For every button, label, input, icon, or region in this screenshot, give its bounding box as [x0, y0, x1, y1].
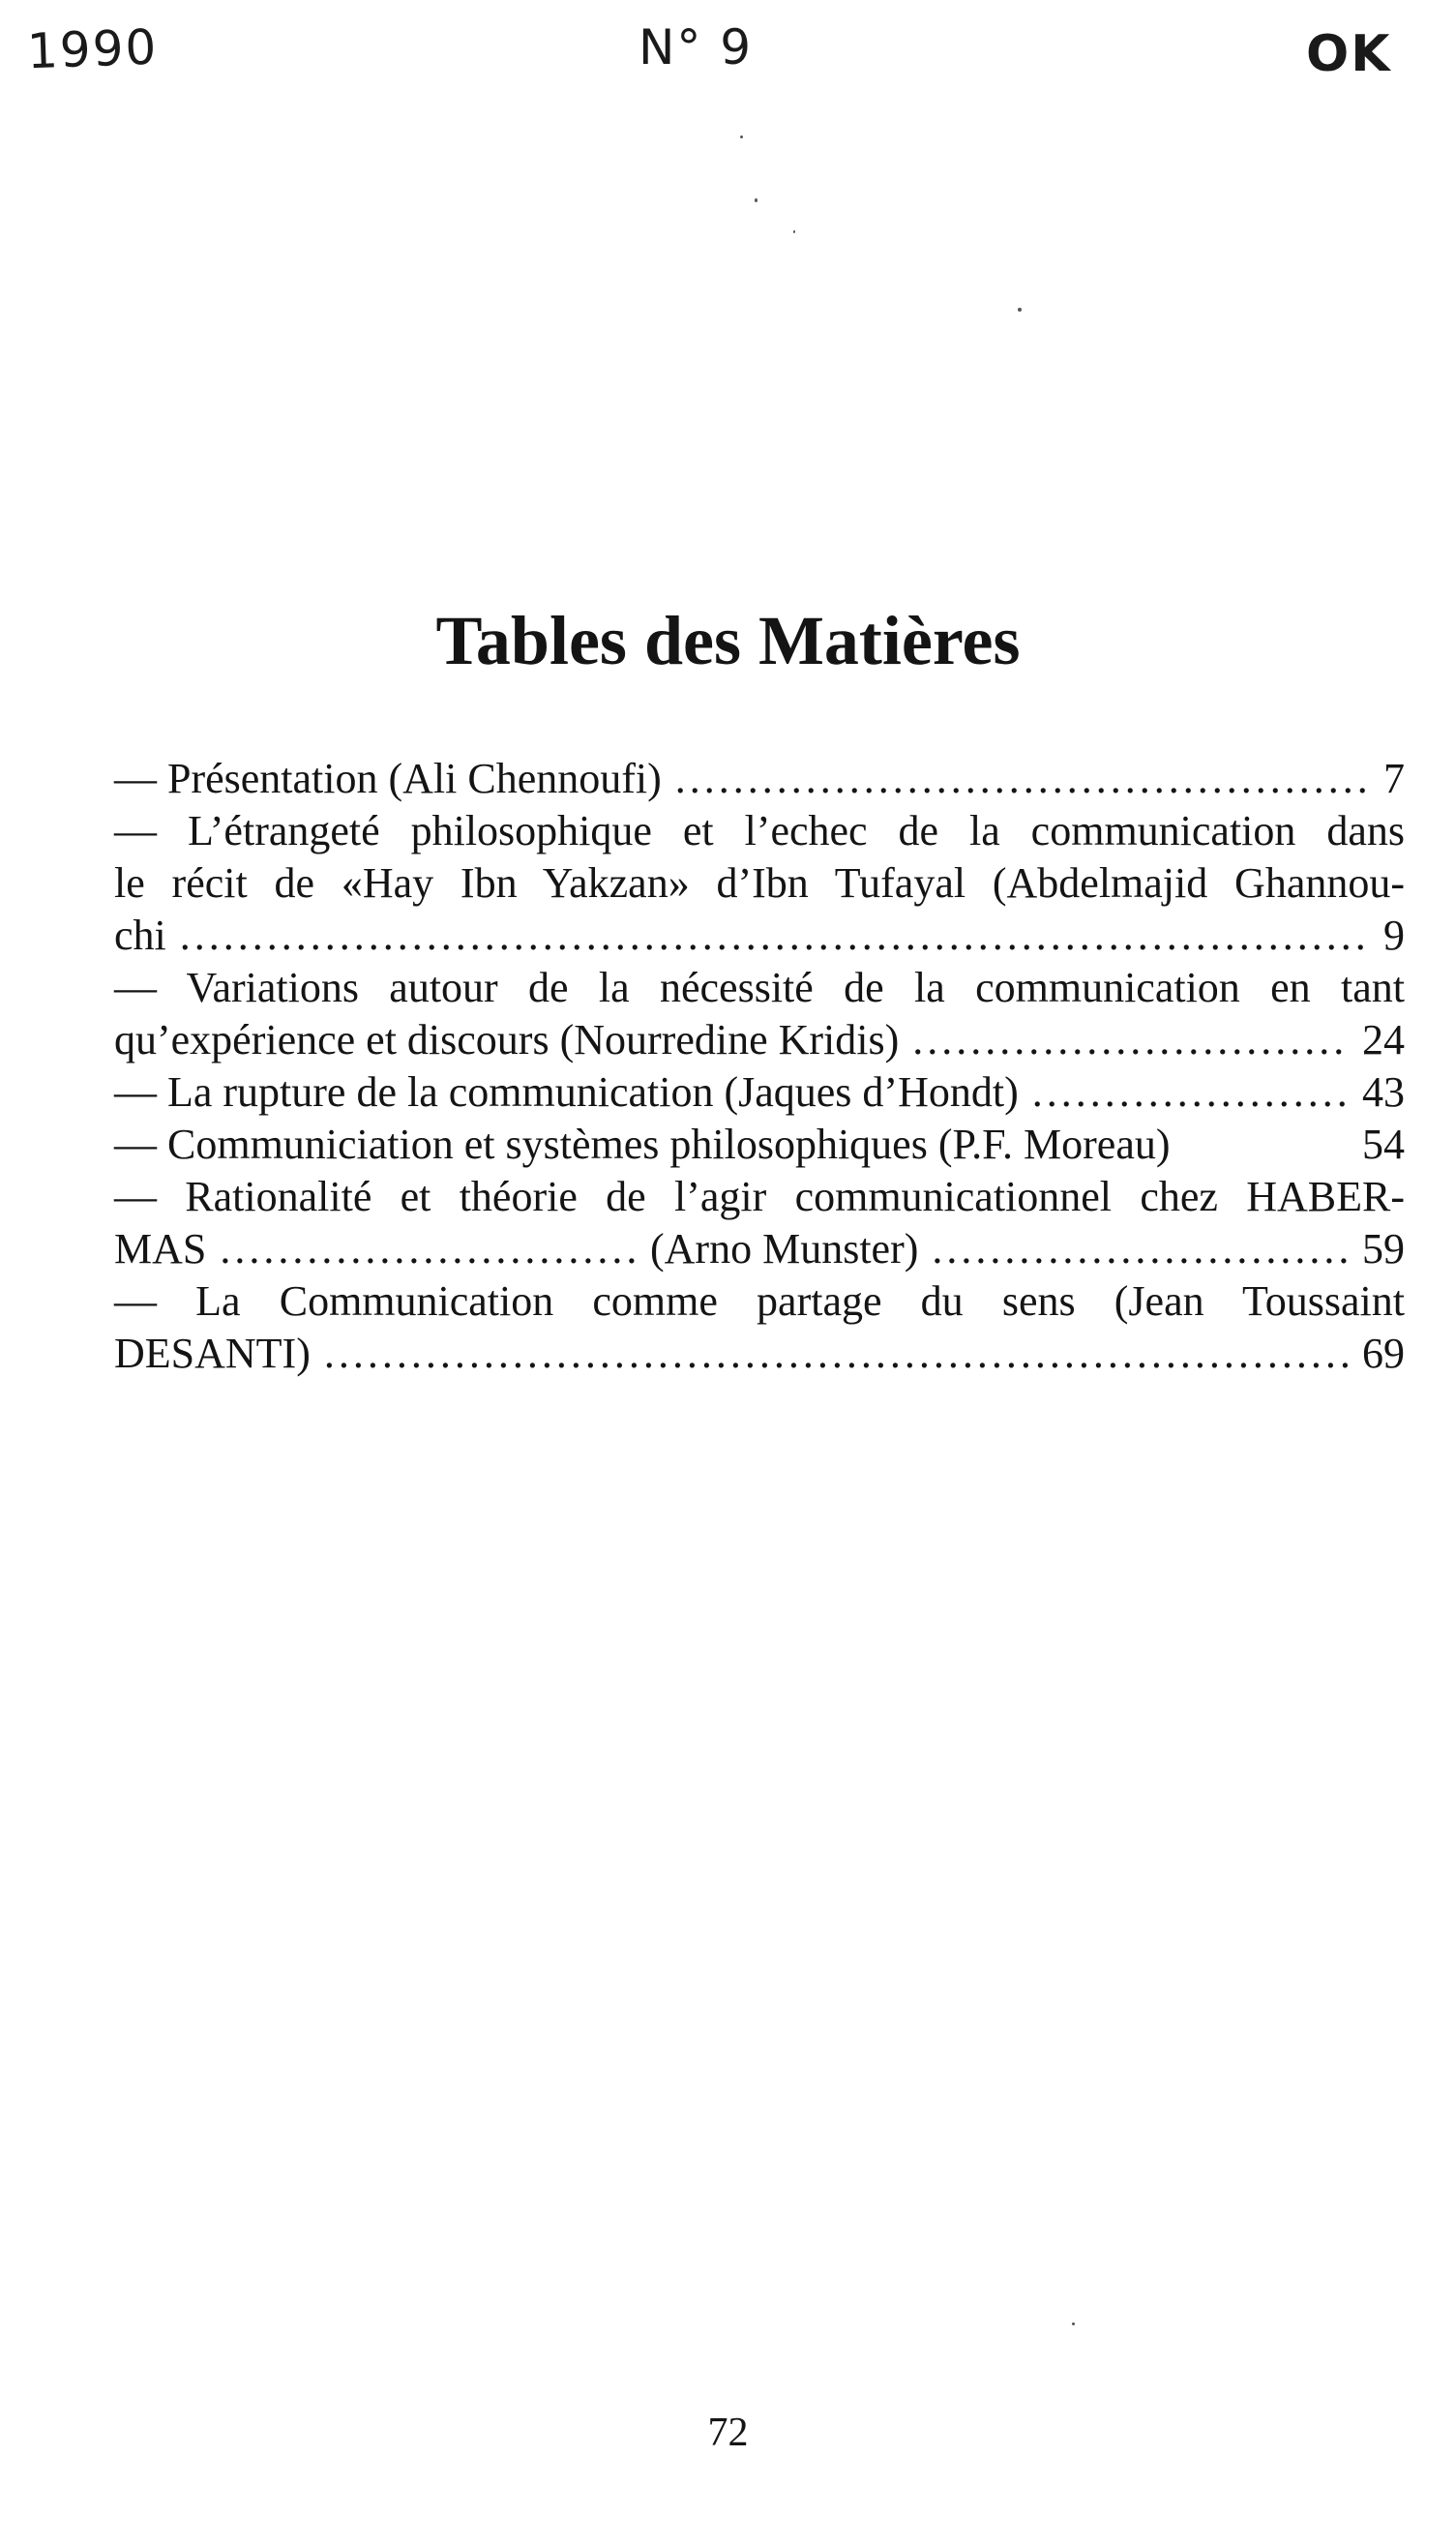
toc-entry-line	[114, 1223, 1405, 1275]
dot-leader	[932, 1223, 1349, 1275]
toc-page-ref: 59	[1362, 1225, 1406, 1273]
toc-entry-text: — Communiciation et systèmes philosophiques (P.F. Moreau)	[114, 1121, 1171, 1168]
toc-entry-text: — Présentation (Ali Chennoufi)	[114, 755, 662, 802]
toc-page-ref: 69	[1362, 1330, 1405, 1377]
toc-page-ref: 7	[1383, 755, 1405, 802]
toc-entry	[114, 1171, 1405, 1275]
dot-leader	[912, 1014, 1349, 1066]
toc-entry	[114, 962, 1405, 1066]
handwritten-issue-number: N° 9	[639, 19, 754, 75]
toc-entry-text: — L’étrangeté philosophique et l’echec de la communication dans	[114, 807, 1405, 854]
toc-entry-text: — La rupture de la communication (Jaques d’Hondt)	[114, 1068, 1019, 1116]
toc-entry-text: DESANTI)	[114, 1330, 311, 1377]
toc-entry-text: chi	[114, 912, 166, 959]
toc-entry-text: — Variations autour de la nécessité de la communication en tant	[114, 964, 1405, 1011]
toc-entry-text: — La Communication comme partage du sens (Jean Toussaint	[114, 1277, 1405, 1325]
scan-speck	[1072, 2322, 1075, 2325]
dot-leader	[220, 1223, 637, 1275]
dot-leader	[675, 753, 1370, 805]
toc-entry-line	[114, 1014, 1405, 1066]
table-of-contents	[114, 753, 1405, 1380]
toc-page-ref: 24	[1362, 1016, 1405, 1063]
toc-entry	[114, 1275, 1405, 1380]
toc-page-ref: 54	[1362, 1121, 1405, 1168]
toc-entry-line	[114, 910, 1405, 962]
handwritten-ok-mark: OK	[1306, 25, 1392, 83]
toc-entry-line	[114, 1328, 1405, 1380]
scan-speck	[793, 230, 795, 233]
toc-entry-text: le récit de «Hay Ibn Yakzan» d’Ibn Tufayal (Abdelmajid Ghannou-	[114, 859, 1405, 907]
toc-entry-line	[114, 1119, 1405, 1171]
toc-entry	[114, 1119, 1405, 1171]
handwritten-year: 1990	[26, 18, 160, 80]
scan-speck	[740, 135, 743, 138]
page-number: 72	[707, 2411, 749, 2455]
toc-entry-author: (Arno Munster)	[650, 1225, 919, 1273]
toc-entry-line	[114, 1066, 1405, 1119]
toc-entry-text: MAS	[114, 1225, 207, 1273]
dot-leader	[180, 910, 1370, 962]
page-title: Tables des Matières	[435, 602, 1021, 680]
scan-speck	[1018, 308, 1022, 312]
toc-entry	[114, 1066, 1405, 1119]
dot-leader	[1032, 1066, 1349, 1119]
toc-entry-text: qu’expérience et discours (Nourredine Kridis)	[114, 1016, 900, 1063]
toc-entry	[114, 753, 1405, 805]
toc-entry-line	[114, 753, 1405, 805]
toc-entry	[114, 805, 1405, 962]
dot-leader	[324, 1328, 1349, 1380]
toc-page-ref: 43	[1362, 1068, 1405, 1116]
scan-speck	[755, 198, 758, 202]
toc-entry-text: — Rationalité et théorie de l’agir communicationnel chez HABER-	[114, 1173, 1405, 1220]
toc-page-ref: 9	[1383, 912, 1405, 959]
